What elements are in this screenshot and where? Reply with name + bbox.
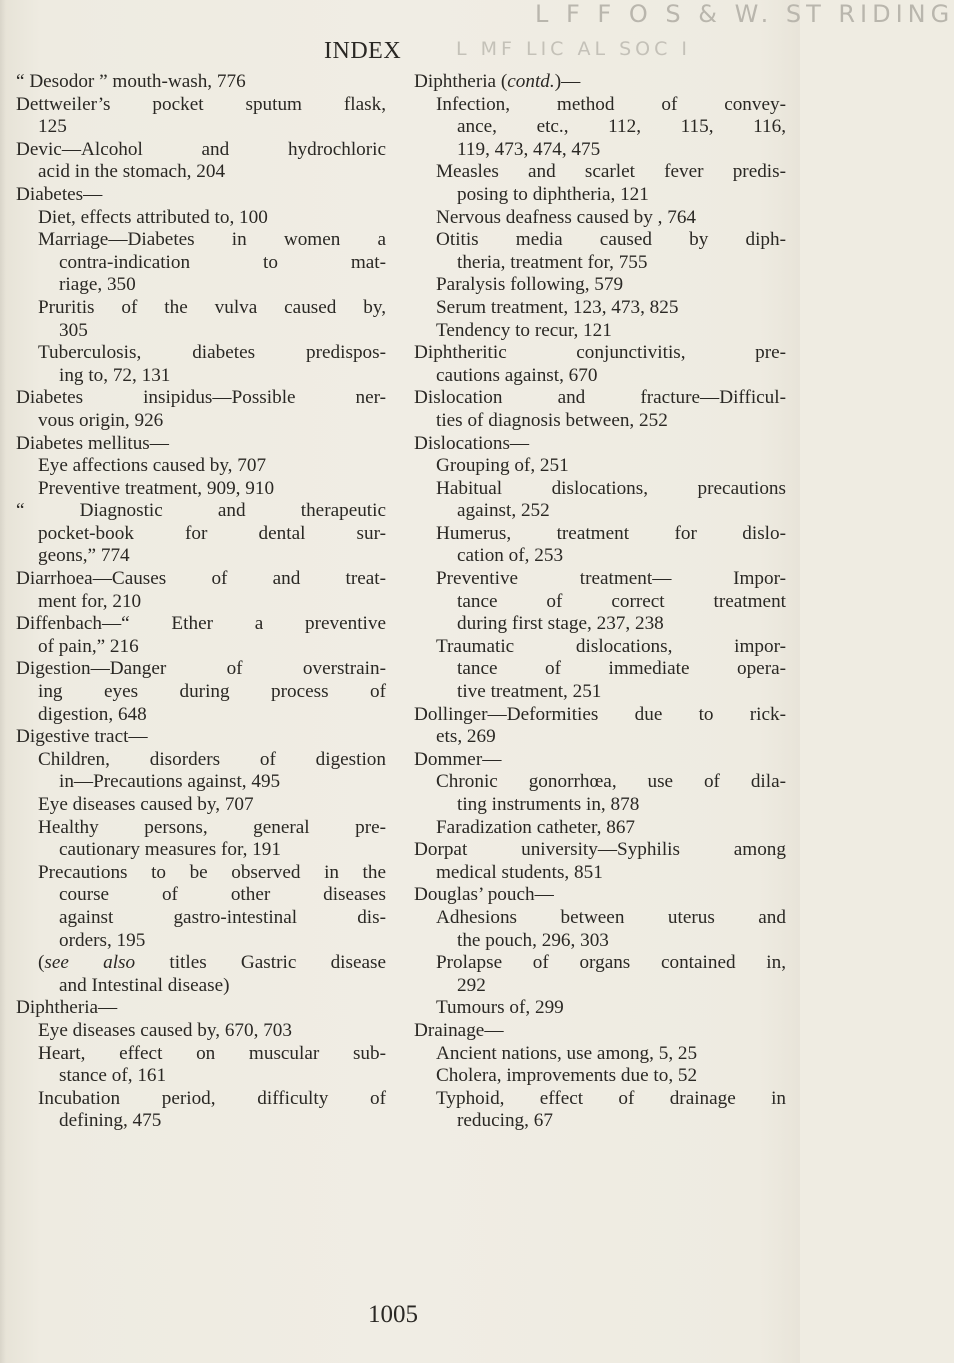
index-heading-entry [414, 71, 786, 94]
index-line: tive treatment, 251 [457, 681, 602, 703]
index-heading-entry [16, 568, 386, 613]
index-line: 305 [59, 319, 88, 341]
index-heading-entry [16, 71, 386, 94]
index-heading-entry [414, 387, 786, 432]
index-heading-entry [16, 387, 386, 432]
index-line: Dorpat university—Syphilis among [414, 839, 786, 861]
index-line: of pain,” 216 [38, 635, 139, 657]
index-line: Prolapse of organs contained in, [436, 952, 786, 974]
index-line: Dislocations— [414, 432, 530, 454]
index-line: (see also titles Gastric disease [38, 952, 386, 974]
index-subentry [414, 478, 786, 523]
index-line: Typhoid, effect of drainage in [436, 1087, 786, 1109]
index-heading-entry [16, 433, 386, 456]
index-line: cautions against, 670 [436, 364, 598, 386]
index-line: “ Diagnostic and therapeutic [16, 500, 386, 522]
index-subentry [414, 1065, 786, 1088]
index-heading-entry [16, 997, 386, 1020]
index-line: against gastro-intestinal dis- [59, 906, 386, 928]
index-line: “ Desodor ” mouth-wash, 776 [16, 71, 246, 92]
index-line: Ancient nations, use among, 5, 25 [436, 1042, 698, 1064]
index-subentry [16, 794, 386, 817]
index-line: Tendency to recur, 121 [436, 319, 612, 341]
index-subentry [414, 455, 786, 478]
index-subentry [414, 207, 786, 230]
index-line: medical students, 851 [436, 861, 603, 883]
index-line: Tumours of, 299 [436, 997, 564, 1019]
page-title: INDEX [324, 38, 402, 64]
index-line: riage, 350 [59, 274, 136, 296]
index-line: Eye diseases caused by, 707 [38, 794, 254, 815]
index-heading-entry [414, 884, 786, 907]
index-line: Infection, method of convey- [436, 93, 786, 115]
index-subentry [16, 1043, 386, 1088]
index-line: course of other diseases [59, 884, 386, 906]
index-heading-entry [16, 613, 386, 658]
index-subentry [414, 907, 786, 952]
index-line: Drainage— [414, 1019, 504, 1041]
index-subentry [414, 952, 786, 997]
index-line: Incubation period, difficulty of [38, 1087, 386, 1109]
index-line: Eye affections caused by, 707 [38, 455, 267, 477]
index-subentry [16, 749, 386, 794]
index-heading-entry [414, 342, 786, 387]
index-line: 125 [38, 116, 67, 138]
index-line: ance, etc., 112, 115, 116, [457, 116, 786, 138]
library-stamp-top: L F F O S & W. ST RIDING [535, 0, 954, 28]
index-line: Diabetes mellitus— [16, 432, 169, 454]
index-line: Digestion—Danger of overstrain- [16, 658, 386, 680]
index-heading-entry [16, 658, 386, 726]
index-subentry [16, 207, 386, 230]
index-line: pocket-book for dental sur- [38, 522, 386, 544]
index-subentry [16, 952, 386, 997]
index-line: Serum treatment, 123, 473, 825 [436, 296, 679, 318]
index-line: Eye diseases caused by, 670, 703 [38, 1019, 292, 1041]
index-line: Humerus, treatment for dislo- [436, 522, 786, 544]
index-subentry [414, 568, 786, 636]
index-subentry [16, 229, 386, 297]
index-subentry [16, 862, 386, 952]
index-subentry [414, 1043, 786, 1066]
index-line: theria, treatment for, 755 [457, 251, 648, 273]
index-subentry [414, 636, 786, 704]
index-heading-entry [414, 704, 786, 749]
index-line: geons,” 774 [38, 545, 130, 567]
index-heading-entry [16, 94, 386, 139]
index-subentry [414, 523, 786, 568]
index-line: Children, disorders of digestion [38, 748, 386, 770]
index-column-left [16, 71, 386, 1133]
index-subentry [414, 320, 786, 343]
index-line: Adhesions between uterus and [436, 906, 786, 928]
index-line: Dommer— [414, 748, 502, 770]
index-line: Diphtheria— [16, 997, 118, 1019]
index-line: and Intestinal disease) [59, 974, 230, 996]
gutter-shadow [0, 0, 6, 1363]
index-subentry [414, 771, 786, 816]
index-line: 292 [457, 974, 486, 996]
index-line: Devic—Alcohol and hydrochloric [16, 138, 386, 160]
index-line: digestion, 648 [38, 703, 147, 725]
index-line: Paralysis following, 579 [436, 274, 624, 296]
index-line: Diabetes insipidus—Possible ner- [16, 387, 386, 409]
index-line: Dislocation and fracture—Difficul- [414, 387, 786, 409]
index-line: during first stage, 237, 238 [457, 613, 664, 635]
index-line: Diabetes— [16, 183, 103, 205]
index-line: ing eyes during process of [38, 681, 386, 703]
index-line: Diet, effects attributed to, 100 [38, 206, 268, 228]
index-subentry [16, 478, 386, 501]
index-line: ting instruments in, 878 [457, 794, 640, 815]
index-subentry [16, 1088, 386, 1133]
index-line: reducing, 67 [457, 1110, 553, 1132]
index-line: cation of, 253 [457, 545, 564, 567]
index-line: orders, 195 [59, 929, 146, 951]
index-line: Diffenbach—“ Ether a preventive [16, 613, 386, 635]
index-line: ment for, 210 [38, 590, 142, 612]
index-subentry [414, 297, 786, 320]
index-line: Dettweiler’s pocket sputum flask, [16, 93, 386, 115]
index-line: Dollinger—Deformities due to rick- [414, 703, 786, 725]
index-line: defining, 475 [59, 1110, 162, 1132]
index-heading-entry [16, 139, 386, 184]
index-subentry [414, 229, 786, 274]
index-column-right [414, 71, 786, 1133]
library-stamp-header: L MF LIC AL SOC I [456, 38, 692, 60]
index-heading-entry [414, 749, 786, 772]
index-line: cautionary measures for, 191 [59, 839, 281, 861]
index-line: Douglas’ pouch— [414, 884, 554, 906]
index-line: the pouch, 296, 303 [457, 929, 609, 951]
index-line: 119, 473, 474, 475 [457, 138, 601, 160]
index-line: Pruritis of the vulva caused by, [38, 296, 386, 318]
index-heading-entry [16, 184, 386, 207]
index-heading-entry [414, 839, 786, 884]
index-line: Preventive treatment— Impor- [436, 568, 786, 590]
index-line: in—Precautions against, 495 [59, 771, 281, 793]
index-line: Digestive tract— [16, 726, 148, 748]
index-subentry [414, 997, 786, 1020]
index-heading-entry [414, 433, 786, 456]
index-line: Diarrhoea—Causes of and treat- [16, 568, 386, 590]
index-line: Diphtheria (contd.)— [414, 71, 581, 92]
index-line: acid in the stomach, 204 [38, 161, 226, 183]
index-line: Heart, effect on muscular sub- [38, 1042, 386, 1064]
index-line: ing to, 72, 131 [59, 364, 171, 386]
index-line: Chronic gonorrhœa, use of dila- [436, 771, 786, 793]
index-line: tance of correct treatment [457, 590, 786, 612]
index-line: Otitis media caused by diph- [436, 229, 786, 251]
index-line: Preventive treatment, 909, 910 [38, 477, 275, 499]
index-subentry [414, 817, 786, 840]
index-heading-entry [16, 726, 386, 749]
index-subentry [16, 455, 386, 478]
index-line: Grouping of, 251 [436, 455, 569, 477]
index-line: Marriage—Diabetes in women a [38, 229, 386, 251]
index-heading-entry [414, 1020, 786, 1043]
index-subentry [16, 342, 386, 387]
index-line: Measles and scarlet fever predis- [436, 161, 786, 183]
index-subentry [16, 1020, 386, 1043]
index-line: ets, 269 [436, 726, 496, 748]
index-heading-entry [16, 500, 386, 568]
index-line: Habitual dislocations, precautions [436, 477, 786, 499]
index-subentry [414, 161, 786, 206]
index-subentry [16, 817, 386, 862]
index-line: ties of diagnosis between, 252 [436, 409, 668, 431]
index-subentry [414, 274, 786, 297]
index-line: contra-indication to mat- [59, 251, 386, 273]
index-subentry [16, 297, 386, 342]
index-line: against, 252 [457, 500, 550, 522]
index-line: Traumatic dislocations, impor- [436, 635, 786, 657]
index-line: posing to diphtheria, 121 [457, 183, 649, 205]
index-subentry [414, 94, 786, 162]
index-line: Diphtheritic conjunctivitis, pre- [414, 342, 786, 364]
index-subentry [414, 1088, 786, 1133]
index-line: Precautions to be observed in the [38, 861, 386, 883]
index-line: Cholera, improvements due to, 52 [436, 1065, 698, 1087]
index-line: vous origin, 926 [38, 409, 164, 431]
index-line: Healthy persons, general pre- [38, 816, 386, 838]
index-line: Nervous deafness caused by , 764 [436, 206, 697, 228]
index-line: Faradization catheter, 867 [436, 816, 636, 838]
index-line: tance of immediate opera- [457, 658, 786, 680]
page-number: 1005 [368, 1301, 418, 1328]
index-line: stance of, 161 [59, 1065, 167, 1087]
index-line: Tuberculosis, diabetes predispos- [38, 342, 386, 364]
